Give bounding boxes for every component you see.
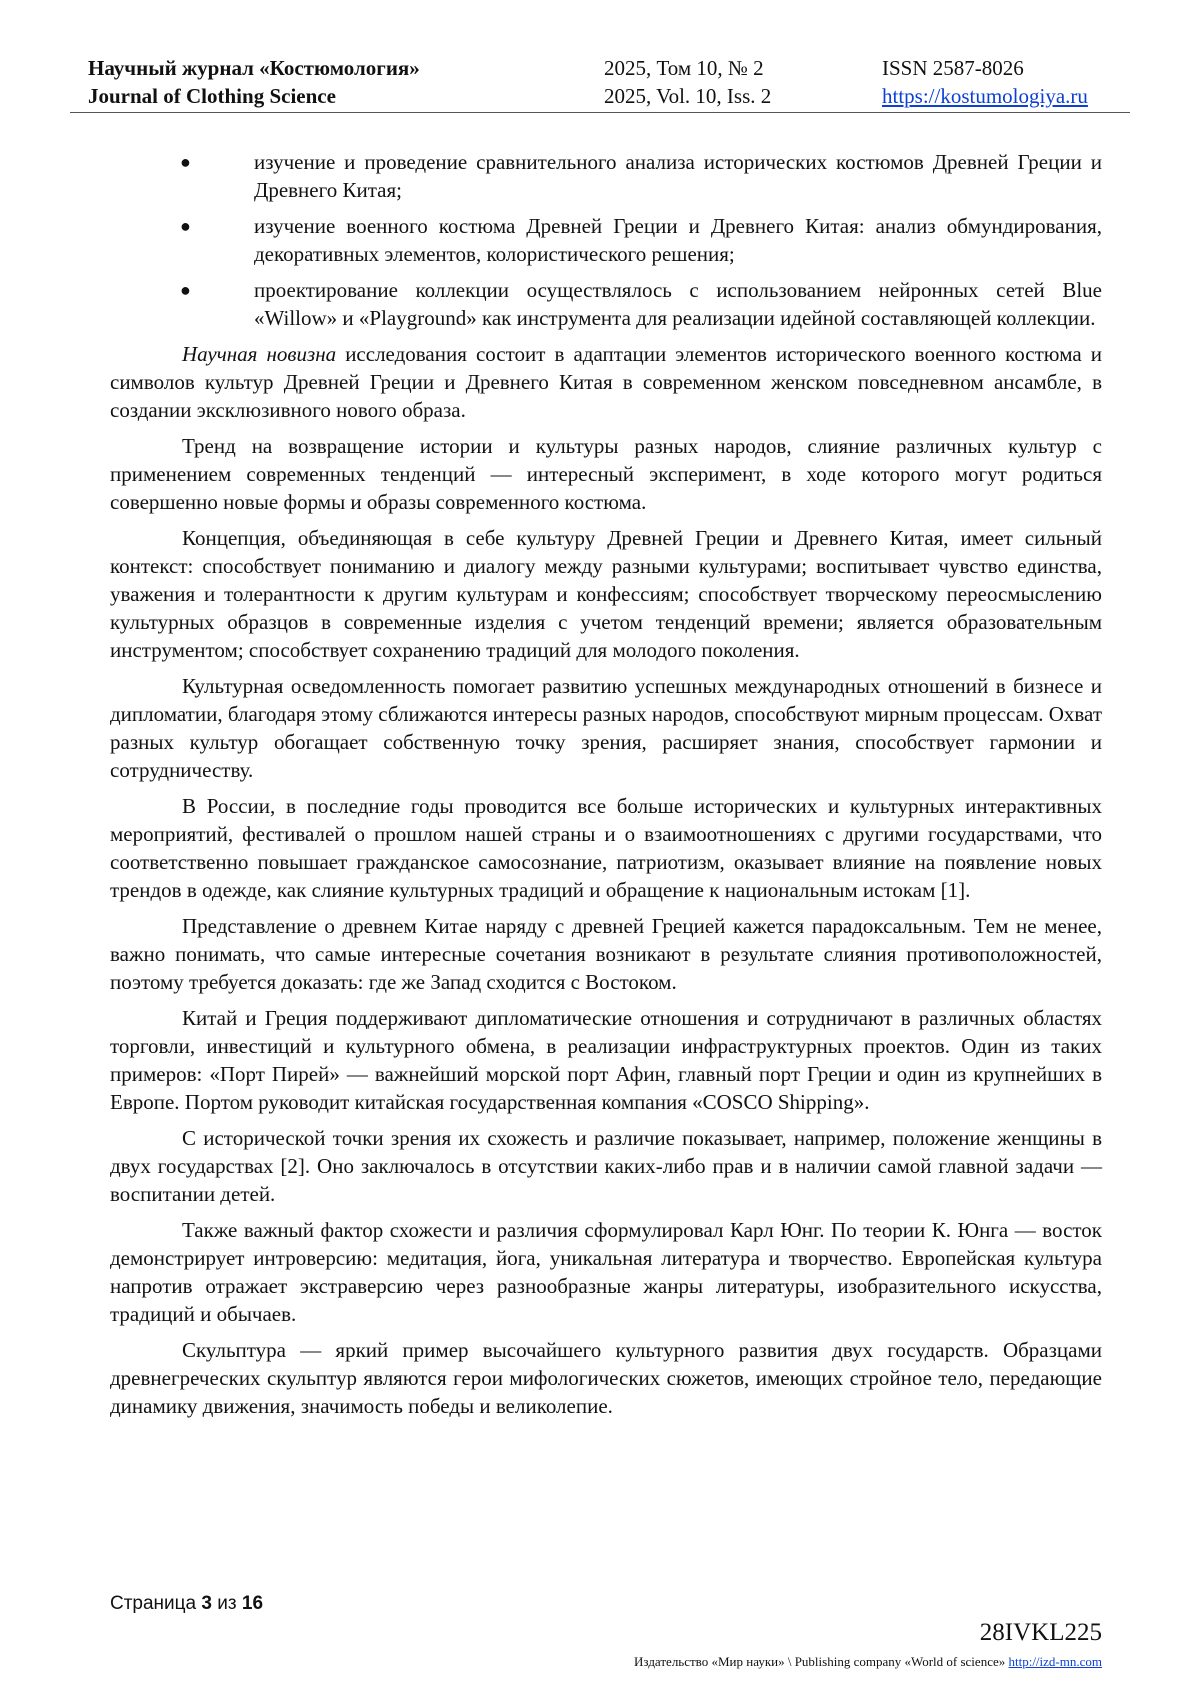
paragraph: Также важный фактор схожести и различия сформулировал Карл Юнг. По теории К. Юнга — восток демонстрирует интроверсию: медитация, йога, уникальная литература и творчество. Европейская культура напротив отражает экстраверсию через разнообразные жанры литературы, изобразительного искусства, традиций и обычаев. [110,1218,1102,1326]
journal-title-en: Journal of Clothing Science [88,84,336,108]
journal-header [88,54,1128,110]
article-body [110,148,1102,1428]
list-item-text: изучение и проведение сравнительного анализа исторических костюмов Древней Греции и Древнего Китая; [254,150,1102,202]
task-list [110,148,1102,332]
paragraph-novelty [110,340,1102,424]
paragraph: Скульптура — яркий пример высочайшего культурного развития двух государств. Образцами древнегреческих скульптур являются герои мифологических сюжетов, имеющих стройное тело, передающие динамику движения, значимость победы и великолепие. [110,1338,1102,1418]
page-total: 16 [241,1593,264,1614]
page-current: 3 [201,1593,212,1614]
page-number [110,1592,263,1616]
issn: ISSN 2587-8026 [882,56,1024,80]
list-item [110,148,1102,204]
journal-url-link[interactable]: https://kostumologiya.ru [882,84,1088,108]
paragraph: В России, в последние годы проводится все больше исторических и культурных интерактивных мероприятий, фестивалей о прошлом нашей страны и о взаимоотношениях с другими государствами, что соответственно повышает гражданское самосознание, патриотизм, оказывает влияние на появление новых трендов в одежде, как слияние культурных традиций и обращение к национальным истокам [1]. [110,794,1102,902]
list-item [110,276,1102,332]
novelty-lead: Научная новизна [182,342,337,366]
paragraph: Культурная осведомленность помогает развитию успешных международных отношений в бизнесе и дипломатии, благодаря этому сближаются интересы разных народов, способствуют мирным процессам. Охват разных культур обогащает собственную точку зрения, расширяет знания, способствует гармонии и сотрудничеству. [110,674,1102,782]
publisher-text: Издательство «Мир науки» \ Publishing company «World of science» [634,1654,1006,1669]
publisher-line [634,1654,1102,1670]
bullet-icon: ● [180,216,191,236]
novelty-text: исследования состоит в адаптации элементов исторического военного костюма и символов культур Древней Греции и Древнего Китая в современном женском повседневном ансамбле, в создании эксклюзивного нового образа. [110,342,1102,422]
list-item [110,212,1102,268]
list-item-text: изучение военного костюма Древней Греции и Древнего Китая: анализ обмундирования, декоративных элементов, колористического решения; [254,214,1102,266]
article-code: 28IVKL225 [979,1619,1102,1646]
list-item-text: проектирование коллекции осуществлялось с использованием нейронных сетей Blue «Willow» и «Playground» как инструмента для реализации идейной составляющей коллекции. [254,278,1102,330]
paragraph: Тренд на возвращение истории и культуры разных народов, слияние различных культур с применением современных тенденций — интересный эксперимент, в ходе которого могут родиться совершенно новые формы и образы современного костюма. [110,434,1102,514]
paragraph: Представление о древнем Китае наряду с древней Грецией кажется парадоксальным. Тем не менее, важно понимать, что самые интересные сочетания возникают в результате слияния противоположностей, поэтому требуется доказать: где же Запад сходится с Востоком. [110,914,1102,994]
journal-title-ru: Научный журнал «Костюмология» [88,56,420,80]
page-of: из [217,1593,237,1614]
paragraph: Китай и Греция поддерживают дипломатические отношения и сотрудничают в различных областях торговли, инвестиций и культурного обмена, в реализации инфраструктурных проектов. Один из таких примеров: «Порт Пирей» — важнейший морской порт Афин, главный порт Греции и один из крупнейших в Европе. Портом руководит китайская государственная компания «COSCO Shipping». [110,1006,1102,1114]
publisher-url-link[interactable]: http://izd-mn.com [1008,1654,1102,1669]
issue-block [604,54,771,110]
paragraph: С исторической точки зрения их схожесть и различие показывает, например, положение женщины в двух государствах [2]. Оно заключалось в отсутствии каких-либо прав и в наличии самой главной задачи — воспитании детей. [110,1126,1102,1206]
issue-ru: 2025, Том 10, № 2 [604,56,764,80]
paragraph: Концепция, объединяющая в себе культуру Древней Греции и Древнего Китая, имеет сильный контекст: способствует пониманию и диалогу между разными культурами; воспитывает чувство единства, уважения и толерантности к другим культурам и конфессиям; способствует творческому переосмыслению культурных образцов в современные изделия с учетом тенденций времени; является образовательным инструментом; способствует сохранению традиций для молодого поколения. [110,526,1102,662]
journal-title-block [88,54,420,110]
header-divider [70,112,1130,113]
issue-en: 2025, Vol. 10, Iss. 2 [604,84,772,108]
issn-block [882,54,1088,110]
bullet-icon: ● [180,152,191,172]
bullet-icon: ● [180,280,191,300]
page-word: Страница [110,1593,197,1614]
